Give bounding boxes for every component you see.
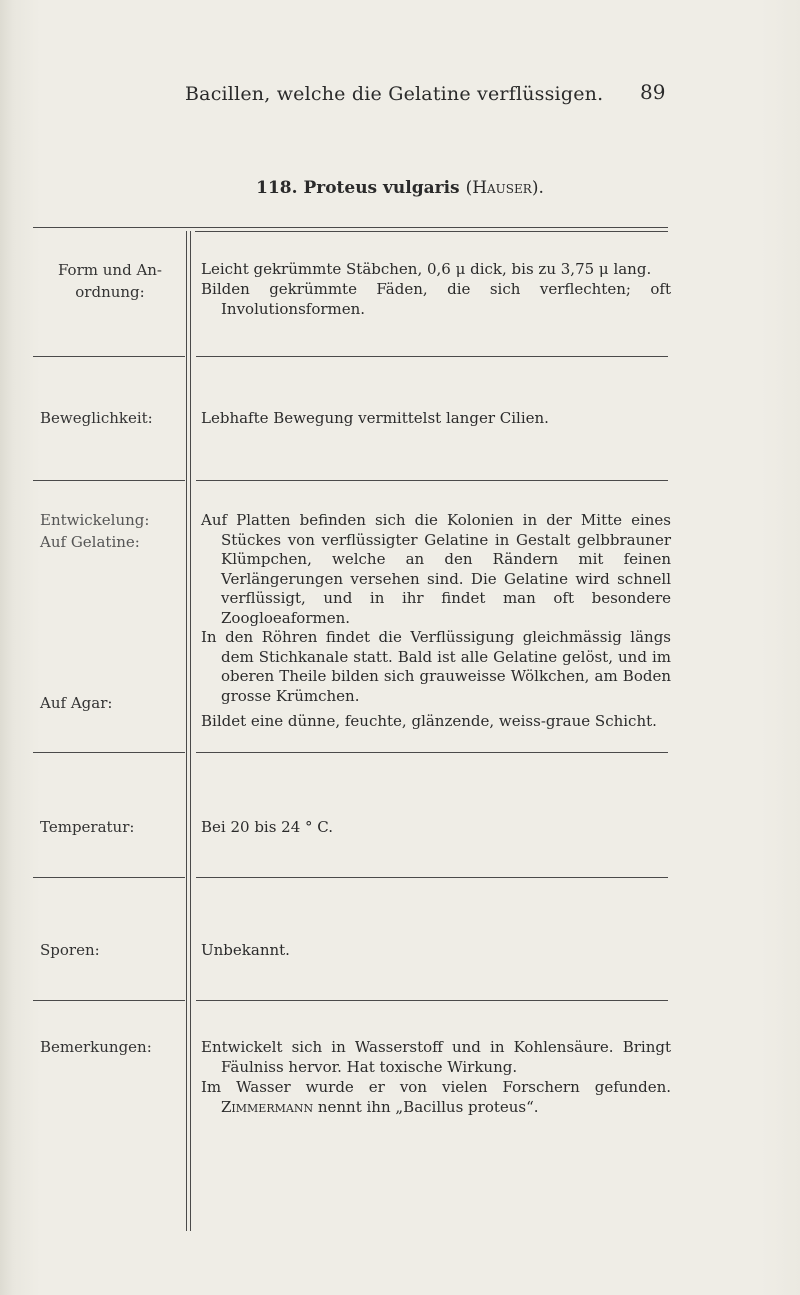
running-head: Bacillen, welche die Gelatine verflüssigen. xyxy=(185,83,604,105)
form-label xyxy=(40,259,180,303)
row-divider xyxy=(196,1000,668,1001)
row-divider xyxy=(33,480,185,481)
table-top-rule-double xyxy=(195,231,668,232)
motility-content: Lebhafte Bewegung vermittelst langer Cilien. xyxy=(201,409,549,427)
column-divider xyxy=(186,231,187,1231)
temperature-content: Bei 20 bis 24 ° C. xyxy=(201,818,334,836)
agar-label: Auf Agar: xyxy=(40,694,113,712)
form-label-line1: Form und An- xyxy=(57,261,163,279)
row-divider xyxy=(196,877,668,878)
motility-label: Beweglichkeit: xyxy=(40,409,153,427)
row-divider xyxy=(196,480,668,481)
row-divider xyxy=(196,752,668,753)
remarks-author: Zimmermann xyxy=(221,1098,314,1116)
remarks-paragraph-2 xyxy=(201,1077,671,1117)
temperature-label: Temperatur: xyxy=(40,818,135,836)
row-divider xyxy=(33,1000,185,1001)
species-author: (Hauser). xyxy=(465,178,544,198)
remarks-content xyxy=(201,1037,671,1117)
remarks-label: Bemerkungen: xyxy=(40,1038,152,1056)
page-number: 89 xyxy=(640,80,666,104)
spores-label: Sporen: xyxy=(40,941,100,959)
form-label-line2: ordnung: xyxy=(75,283,145,301)
gelatine-tubes-text: In den Röhren findet die Verflüssigung gleichmässig längs dem Stichkanale statt. Bald ist alle Gelatine gelöst, und im oberen Theile bilden sich grauweisse Wölkchen, am Boden grosse Krümchen. xyxy=(201,628,671,705)
development-label-line1: Entwickelung: xyxy=(40,511,150,529)
row-divider xyxy=(33,356,185,357)
remarks-text-part1: Im Wasser wurde er von vielen Forschern gefunden. xyxy=(201,1078,671,1096)
spores-content: Unbekannt. xyxy=(201,941,290,959)
remarks-paragraph-1: Entwickelt sich in Wasserstoff und in Kohlensäure. Bringt Fäulniss hervor. Hat toxische Wirkung. xyxy=(201,1038,671,1076)
remarks-text-part2: nennt ihn „Bacillus proteus“. xyxy=(317,1098,539,1116)
row-divider xyxy=(33,752,185,753)
section-title xyxy=(0,178,800,198)
development-label-line2: Auf Gelatine: xyxy=(40,533,140,551)
form-paragraph-2: Bilden gekrümmte Fäden, die sich verflechten; oft Involutionsformen. xyxy=(201,280,671,318)
development-label xyxy=(40,509,149,553)
form-content xyxy=(201,259,671,319)
column-divider-double xyxy=(190,231,191,1231)
row-divider xyxy=(196,356,668,357)
gelatine-plates-text: Auf Platten befinden sich die Kolonien in der Mitte eines Stückes von verflüssigter Gelatine in Gestalt gelbbrauner Klümpchen, welche an den Rändern mit feinen Verlängerungen versehen sind. Die Gelatine wird schnell verflüssigt, und in ihr findet man oft besondere Zoogloeaformen. xyxy=(201,511,671,627)
table-top-rule xyxy=(33,227,668,228)
agar-text: Bildet eine dünne, feuchte, glänzende, weiss-graue Schicht. xyxy=(201,712,657,730)
development-content xyxy=(201,511,671,732)
row-divider xyxy=(33,877,185,878)
species-name: 118. Proteus vulgaris xyxy=(256,178,460,198)
form-paragraph-1: Leicht gekrümmte Stäbchen, 0,6 μ dick, bis zu 3,75 μ lang. xyxy=(201,260,652,278)
